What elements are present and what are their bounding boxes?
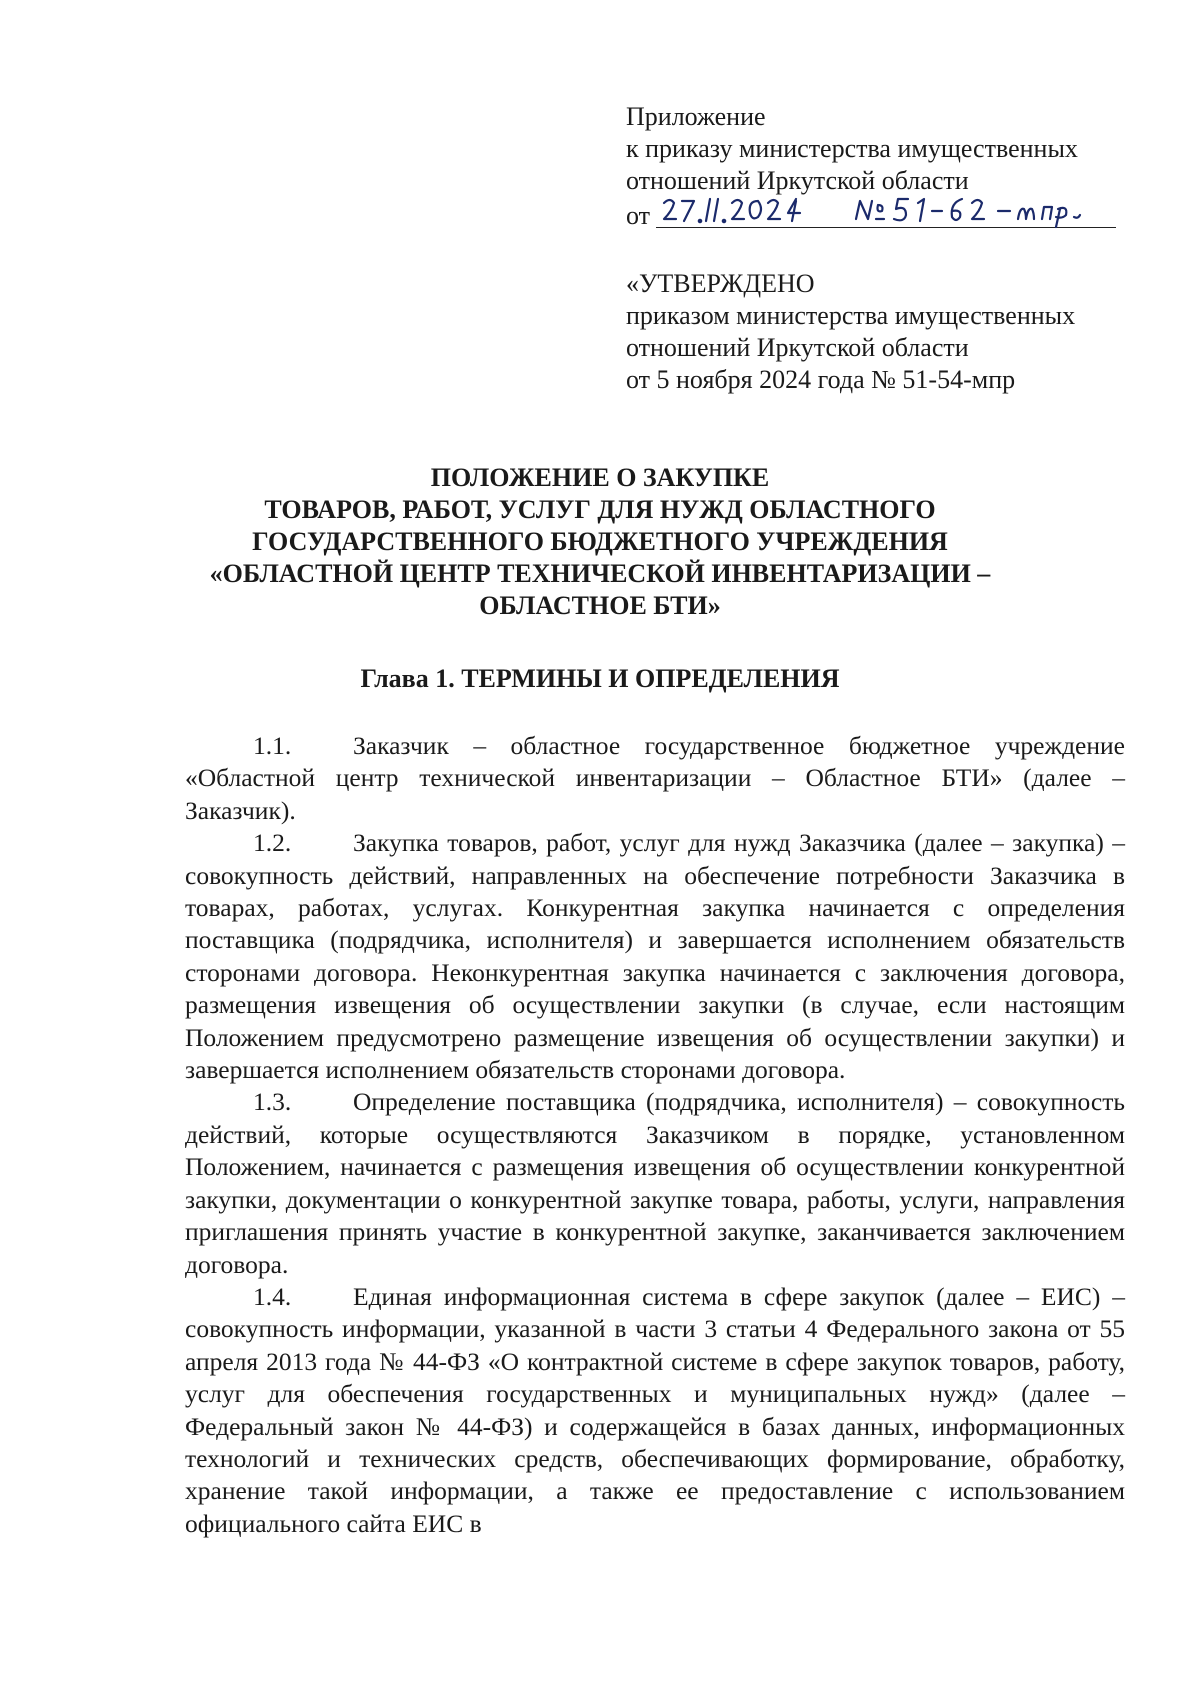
paragraph-number: 1.3.: [253, 1087, 292, 1117]
paragraph-number: 1.2.: [253, 828, 292, 858]
handwritten-signature-icon: [656, 189, 1126, 229]
approved-line-3: отношений Иркутской области: [626, 333, 969, 362]
approved-line-2: приказом министерства имущественных: [626, 301, 1076, 330]
paragraph-text: Единая информационная система в сфере закупок (далее – ЕИС) – совокупность информации, указанной в части 3 статьи 4 Федерального закона от 55 апреля 2013 года № 44-ФЗ «О контрактной системе в сфере закупок товаров, работу, услуг для обеспечения государственных и муниципальных нужд» (далее – Федеральный закон № 44-ФЗ) и содержащейся в базах данных, информационных технологий и технических средств, обеспечивающих формирование, обработку, хранение такой информации, а также ее предоставление с использованием официального сайта ЕИС в: [185, 1281, 1125, 1538]
title-line-5: ОБЛАСТНОЕ БТИ»: [479, 591, 721, 620]
paragraph-1-1: [185, 730, 1125, 827]
approval-stamp-text: [626, 268, 1146, 396]
title-line-2: ТОВАРОВ, РАБОТ, УСЛУГ ДЛЯ НУЖД ОБЛАСТНОГО: [264, 495, 936, 524]
approved-line-4: от 5 ноября 2024 года № 51-54-мпр: [626, 365, 1016, 394]
appendix-header: [626, 101, 1146, 232]
paragraph-text: Заказчик – областное государственное бюджетное учреждение «Областной центр технической инвентаризации – Областное БТИ» (далее – Заказчик).: [185, 731, 1125, 825]
title-line-4: «ОБЛАСТНОЙ ЦЕНТР ТЕХНИЧЕСКОЙ ИНВЕНТАРИЗАЦИИ –: [209, 559, 991, 588]
paragraph-1-4: [185, 1281, 1125, 1540]
approved-line-1: «УТВЕРЖДЕНО: [626, 269, 815, 298]
handwritten-date-number: [656, 197, 1116, 228]
appendix-date-line: [626, 197, 1146, 232]
date-prefix: от: [626, 201, 651, 230]
chapter-heading: Глава 1. ТЕРМИНЫ И ОПРЕДЕЛЕНИЯ: [360, 664, 840, 693]
paragraph-1-2: [185, 827, 1125, 1086]
paragraph-number: 1.1.: [253, 731, 292, 760]
appendix-line-1: Приложение: [626, 102, 766, 131]
title-line-1: ПОЛОЖЕНИЕ О ЗАКУПКЕ: [430, 463, 770, 492]
paragraph-1-3: [185, 1086, 1125, 1280]
paragraph-number: 1.4.: [253, 1281, 292, 1311]
paragraph-text: Определение поставщика (подрядчика, исполнителя) – совокупность действий, которые осуществляются Заказчиком в порядке, установленном Положением, начинается с размещения извещения об осуществлении конкурентной закупки, документации о конкурентной закупке товара, работы, услуги, направления приглашения принять участие в конкурентной закупке, заканчивается заключением договора.: [185, 1087, 1125, 1279]
document-title: [170, 462, 1030, 622]
paragraph-text: Закупка товаров, работ, услуг для нужд Заказчика (далее – закупка) – совокупность действий, направленных на обеспечение потребности Заказчика в товарах, работах, услугах. Конкурентная закупка начинается с определения поставщика (подрядчика, исполнителя) и завершается исполнением обязательств сторонами договора. Неконкурентная закупка начинается с заключения договора, размещения извещения об осуществлении закупки (в случае, если настоящим Положением предусмотрено размещение извещения об осуществлении закупки) и завершается исполнением обязательств сторонами договора.: [185, 828, 1125, 1085]
appendix-line-3: отношений Иркутской области: [626, 166, 969, 195]
title-line-3: ГОСУДАРСТВЕННОГО БЮДЖЕТНОГО УЧРЕЖДЕНИЯ: [252, 527, 948, 556]
document-body: [185, 730, 1125, 1540]
appendix-line-2: к приказу министерства имущественных: [626, 134, 1078, 163]
